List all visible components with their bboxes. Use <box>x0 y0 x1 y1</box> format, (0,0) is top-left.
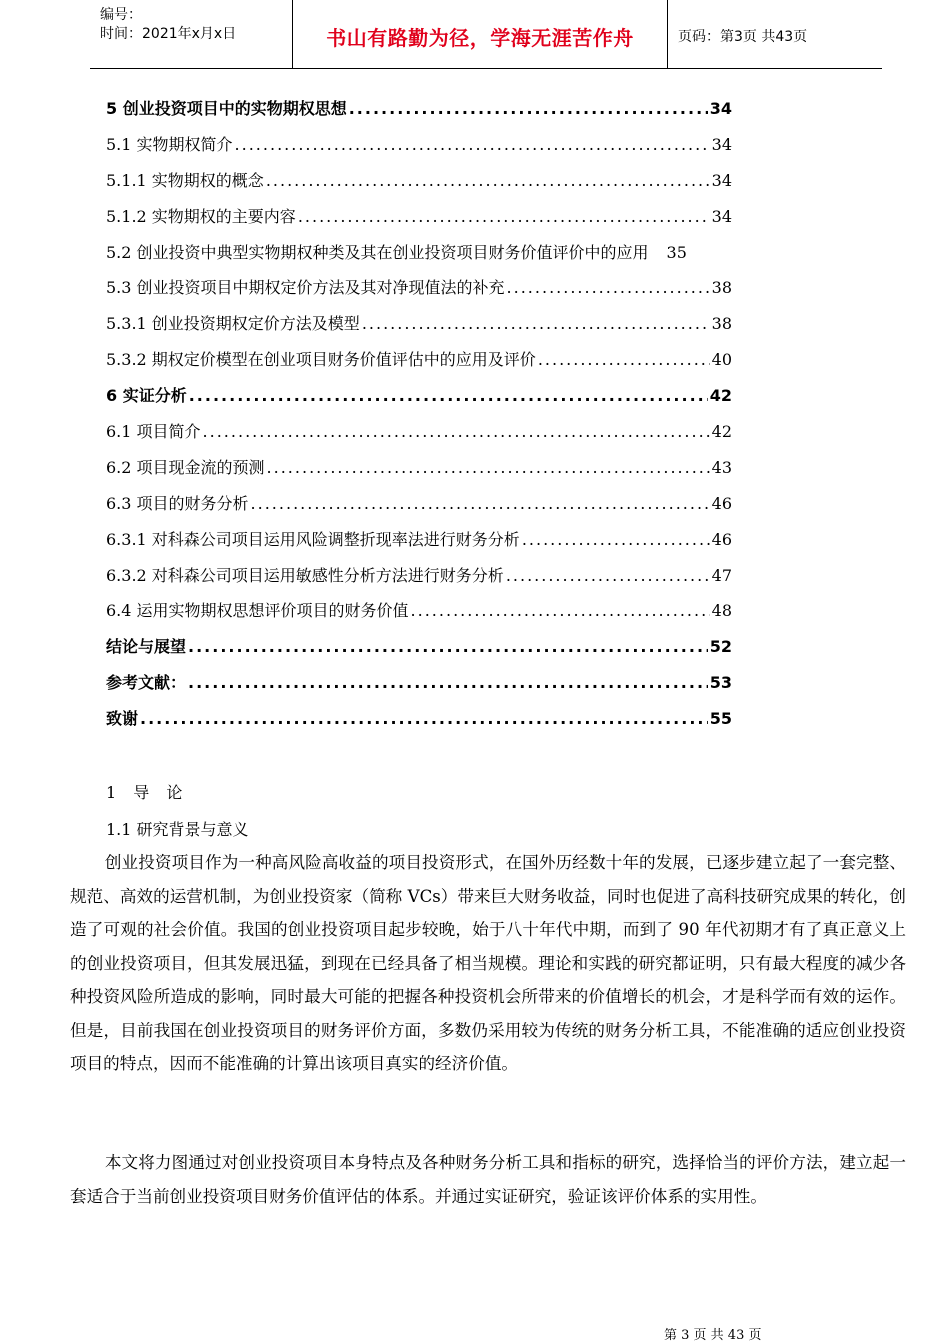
toc-entry[interactable] <box>106 706 732 742</box>
toc-entry-title: 5.1 实物期权简介 <box>106 134 233 154</box>
toc-entry-title: 6.4 运用实物期权思想评价项目的财务价值 <box>106 601 409 621</box>
toc-entry-page: 34 <box>711 206 732 226</box>
toc-entry-page: 46 <box>711 493 732 513</box>
toc-entry[interactable] <box>106 419 732 455</box>
toc-entry[interactable] <box>106 132 732 168</box>
page-header <box>90 0 882 69</box>
toc-entry-title: 6.2 项目现金流的预测 <box>106 457 265 477</box>
toc-leader-dots <box>203 422 710 441</box>
page-footer: 第 3 页 共 43 页 <box>664 1328 762 1343</box>
toc-entry-title: 5.2 创业投资中典型实物期权种类及其在创业投资项目财务价值评价中的应用 <box>106 242 649 262</box>
toc-entry[interactable] <box>106 455 732 491</box>
header-page-label: 页码：第3页 共43页 <box>678 29 808 45</box>
chapter-heading: 1 导 论 <box>106 783 189 802</box>
toc-entry-title: 5 创业投资项目中的实物期权思想 <box>106 99 347 118</box>
toc-entry[interactable] <box>106 275 732 311</box>
toc-entry-page: 35 <box>666 242 687 262</box>
toc-entry-title: 5.3 创业投资项目中期权定价方法及其对净现值法的补充 <box>106 278 505 298</box>
toc-leader-dots <box>267 458 710 477</box>
toc-leader-dots <box>140 709 708 728</box>
toc-entry[interactable] <box>106 204 732 240</box>
toc-entry-title: 致谢 <box>106 709 139 729</box>
toc-entry[interactable] <box>106 383 732 419</box>
toc-entry-page: 48 <box>711 601 732 621</box>
toc-entry-page: 47 <box>711 565 732 585</box>
toc-entry[interactable] <box>106 168 732 204</box>
header-page-cell <box>668 0 882 68</box>
toc-entry-page: 43 <box>711 457 732 477</box>
toc-entry[interactable] <box>106 598 732 634</box>
toc-entry-title: 结论与展望 <box>106 637 187 657</box>
toc-entry-page: 40 <box>711 350 732 370</box>
toc-entry-title: 5.3.1 创业投资期权定价方法及模型 <box>106 314 360 334</box>
toc-entry[interactable] <box>106 311 732 347</box>
toc-leader-dots <box>506 566 710 585</box>
toc-leader-dots <box>507 278 710 297</box>
toc-entry-title: 5.3.2 期权定价模型在创业项目财务价值评估中的应用及评价 <box>106 350 536 370</box>
toc-leader-dots <box>251 494 710 513</box>
document-time-label: 时间：2021年x月x日 <box>100 26 237 42</box>
body-paragraph: 创业投资项目作为一种高风险高收益的项目投资形式，在国外历经数十年的发展，已逐步建立起了一套完整、规范、高效的运营机制，为创业投资家（简称 VCs）带来巨大财务收益，同时也促进了高科技研究成果的转化，创造了可观的社会价值。我国的创业投资项目起步较晚，始于八十年代中期，而到了 90 年代初期才有了真正意义上的创业投资项目，但其发展迅猛，到现在已经具备了相当规模。理论和实践的研究都证明，只有最大程度的减少各种投资风险所造成的影响，同时最大可能的把握各种投资机会所带来的价值增长的机会，才是科学而有效的运作。但是，目前我国在创业投资项目的财务评价方面，多数仍采用较为传统的财务分析工具，不能准确的适应创业投资项目的特点，因而不能准确的计算出该项目真实的经济价值。 <box>70 853 906 1073</box>
toc-leader-dots <box>538 350 710 369</box>
toc-entry[interactable] <box>106 563 732 599</box>
toc-entry-title: 6.3.2 对科森公司项目运用敏感性分析方法进行财务分析 <box>106 565 504 585</box>
toc-leader-dots <box>266 171 710 190</box>
toc-entry-page: 38 <box>711 278 732 298</box>
toc-entry-title: 6.3.1 对科森公司项目运用风险调整折现率法进行财务分析 <box>106 529 520 549</box>
toc-entry-page: 34 <box>711 134 732 154</box>
toc-entry-title: 参考文献： <box>106 673 187 693</box>
toc-leader-dots <box>349 99 708 118</box>
document-number-label: 编号： <box>100 7 142 23</box>
toc-leader-dots <box>298 207 710 226</box>
toc-entry-title: 5.1.1 实物期权的概念 <box>106 170 264 190</box>
toc-entry-page: 53 <box>709 673 732 693</box>
header-info-cell <box>90 0 293 68</box>
header-motto: 书山有路勤为径，学海无涯苦作舟 <box>326 26 634 50</box>
toc-leader-dots <box>189 386 708 405</box>
toc-entry[interactable] <box>106 96 732 132</box>
toc-entry-title: 5.1.2 实物期权的主要内容 <box>106 206 296 226</box>
body-paragraph: 本文将力图通过对创业投资项目本身特点及各种财务分析工具和指标的研究，选择恰当的评价方法，建立起一套适合于当前创业投资项目财务价值评估的体系。并通过实证研究，验证该评价体系的实用性。 <box>70 1153 906 1206</box>
toc-leader-dots <box>235 135 710 154</box>
toc-entry[interactable] <box>106 347 732 383</box>
toc-entry-page: 46 <box>711 529 732 549</box>
section-heading: 1.1 研究背景与意义 <box>106 820 249 839</box>
toc-entry-page: 42 <box>709 386 732 406</box>
toc-entry[interactable] <box>106 670 732 706</box>
toc-entry-page: 42 <box>711 422 732 442</box>
toc-leader-dots <box>411 601 710 620</box>
toc-entry[interactable] <box>106 527 732 563</box>
toc-entry-title: 6.1 项目简介 <box>106 422 201 442</box>
toc-entry[interactable] <box>106 634 732 670</box>
toc-entry-page: 34 <box>711 170 732 190</box>
toc-leader-dots <box>362 314 710 333</box>
toc-entry-page: 52 <box>709 637 732 657</box>
header-motto-cell <box>293 0 668 68</box>
table-of-contents <box>106 96 732 742</box>
toc-entry-page: 55 <box>709 709 732 729</box>
toc-leader-dots <box>188 673 708 692</box>
toc-leader-dots <box>188 637 708 656</box>
toc-entry-title: 6.3 项目的财务分析 <box>106 493 249 513</box>
toc-entry-page: 38 <box>711 314 732 334</box>
toc-entry-page: 34 <box>709 99 732 118</box>
toc-entry[interactable] <box>106 240 732 276</box>
toc-entry-title: 6 实证分析 <box>106 386 187 406</box>
toc-leader-dots <box>522 530 710 549</box>
toc-entry[interactable] <box>106 491 732 527</box>
